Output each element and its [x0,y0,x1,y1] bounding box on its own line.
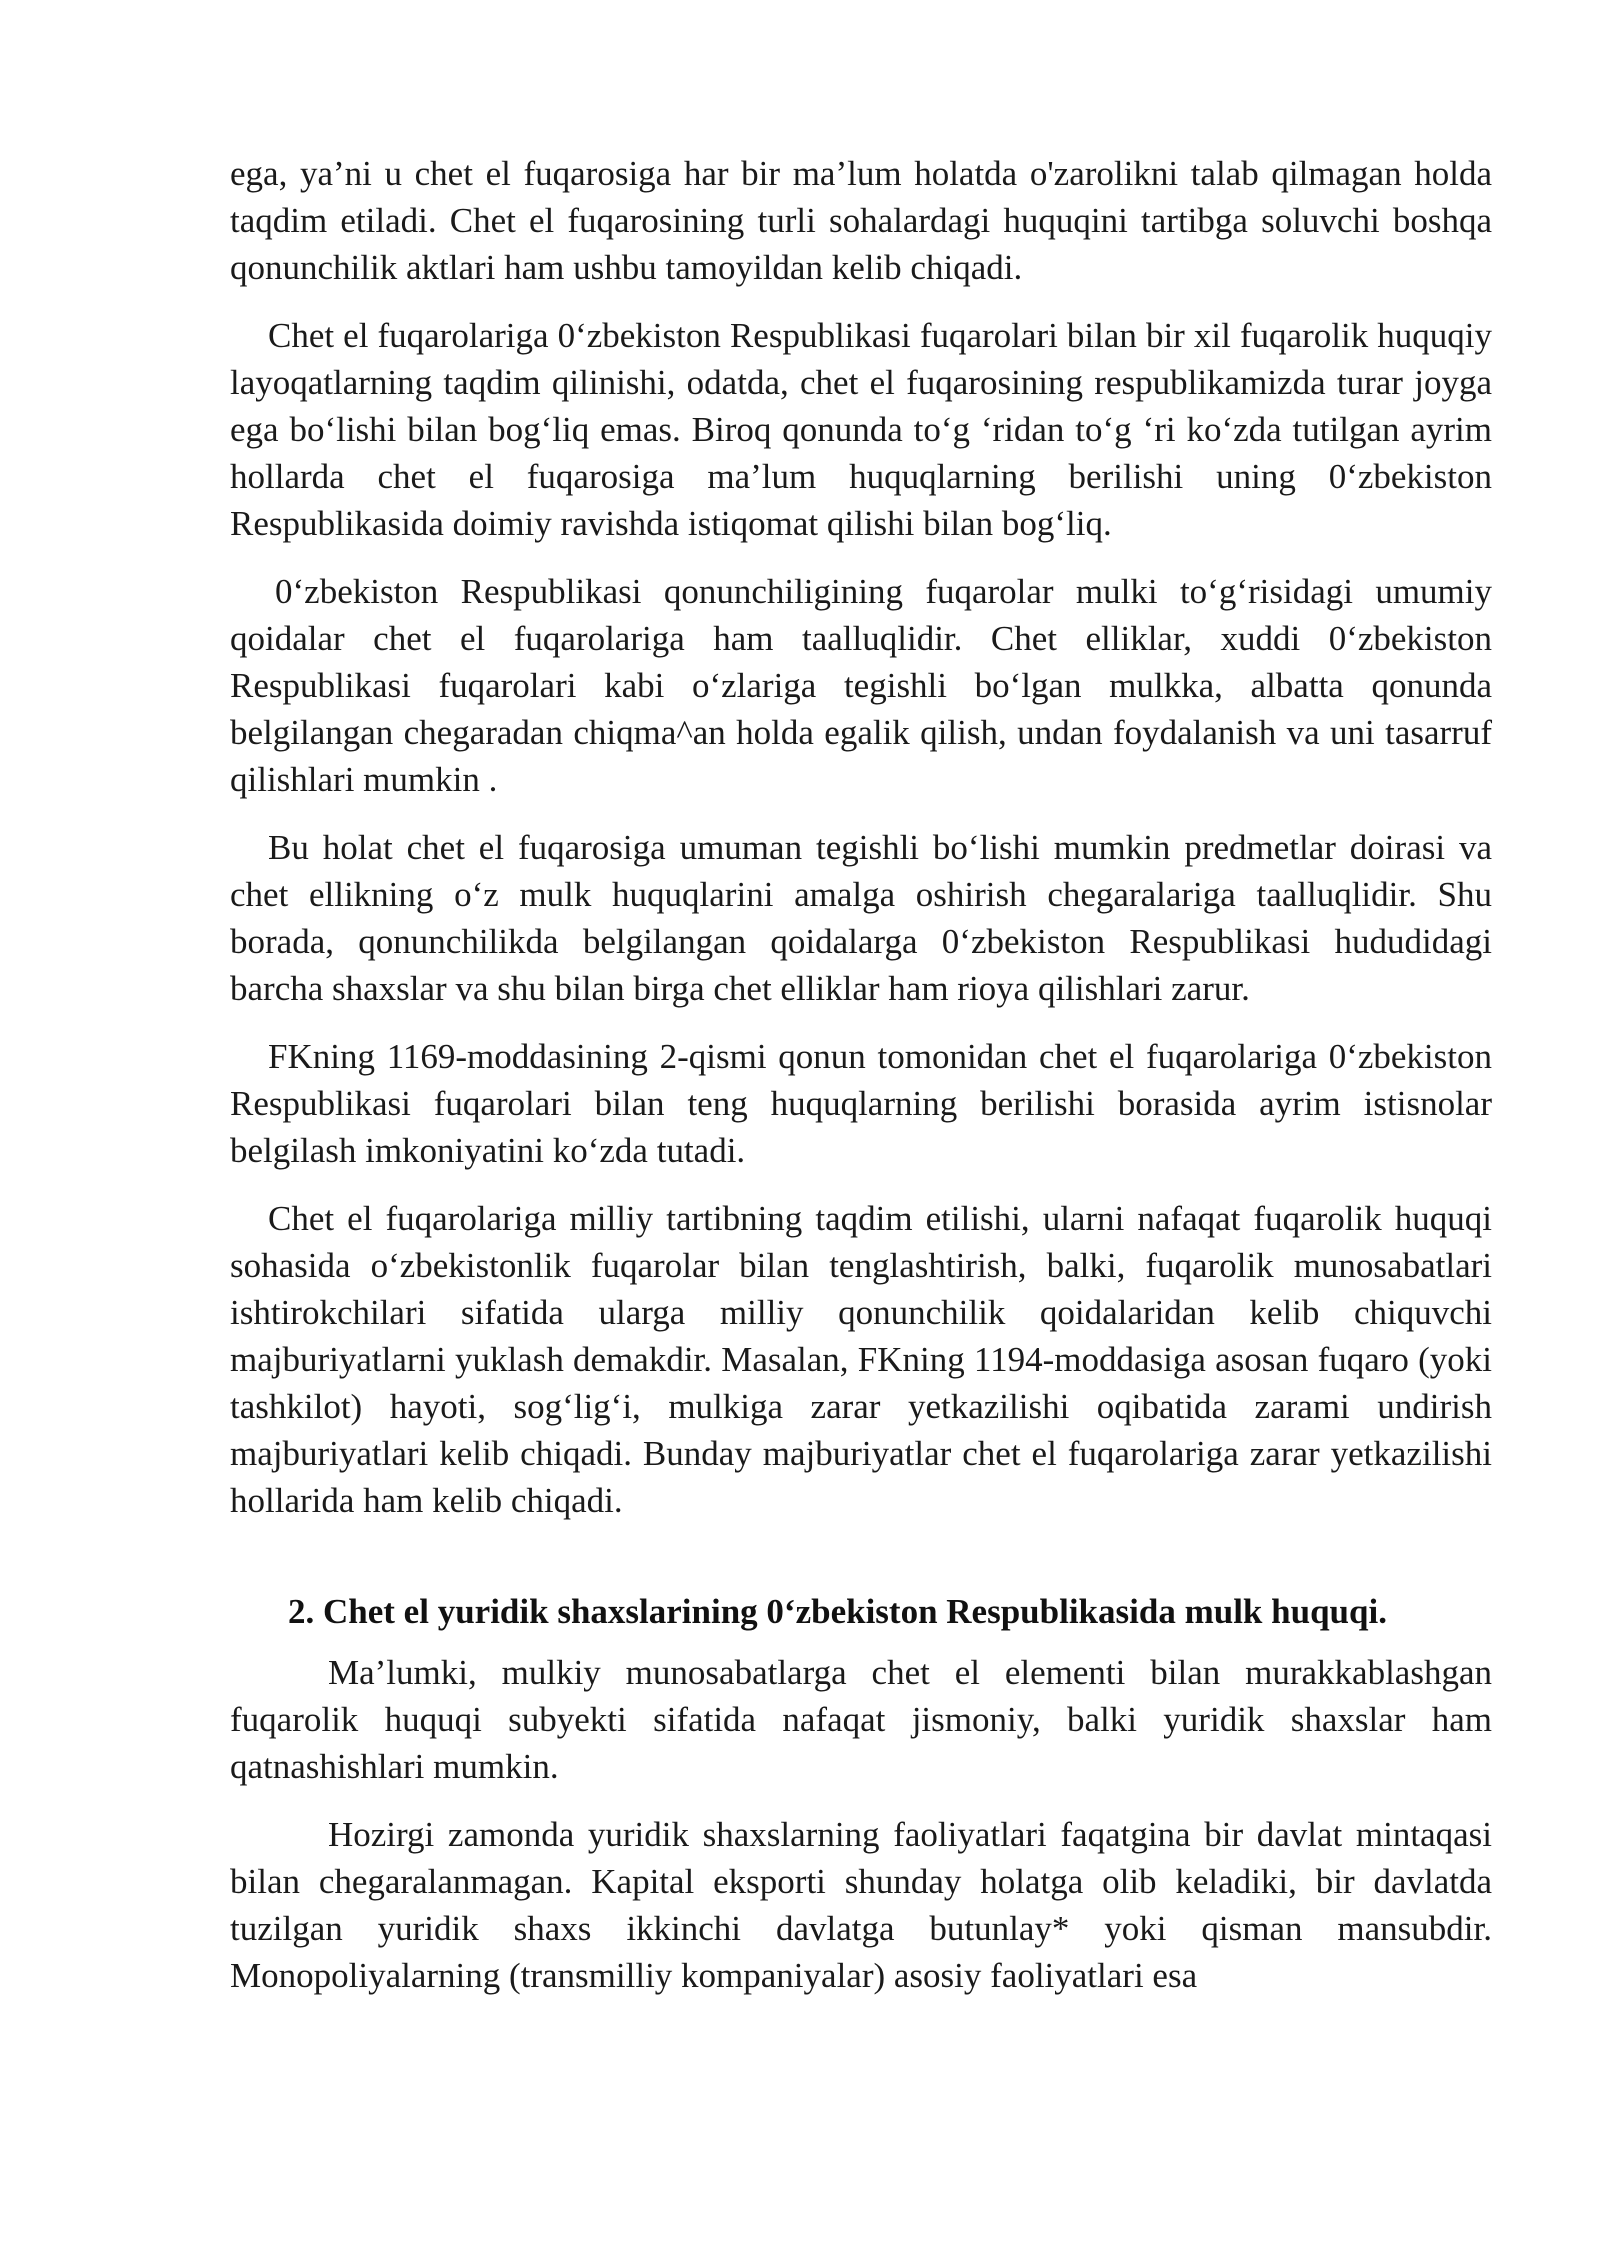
paragraph: Ma’lumki, mulkiy munosabatlarga chet el elementi bilan murakkablashgan fuqarolik huquqi subyekti sifatida nafaqat jismoniy, balki yuridik shaxslar ham qatnashishlari mumkin. [230,1653,1492,1786]
paragraph: Hozirgi zamonda yuridik shaxslarning faoliyatlari faqatgina bir davlat mintaqasi bilan chegaralanmagan. Kapital eksporti shunday holatga olib keladiki, bir davlatda tuzilgan yuridik shaxs ikkinchi davlatga butunlay* yoki qisman mansubdir. Monopoliyalarning (transmilliy kompaniyalar) asosiy faoliyatlari esa [230,1815,1492,1995]
document-page [230,150,1492,2020]
paragraph: Chet el fuqarolariga milliy tartibning taqdim etilishi, ularni nafaqat fuqarolik huquqi sohasida o‘zbekistonlik fuqarolar bilan tenglashtirish, balki, fuqarolik munosabatlari ishtirokchilari sifatida ularga milliy qonunchilik qoidalaridan kelib chiquvchi majburiyatlarni yuklash demakdir. Masalan, FKning 1194-moddasiga asosan fuqaro (yoki tashkilot) hayoti, sog‘lig‘i, mulkiga zarar yetkazilishi oqibatida zarami undirish majburiyatlari kelib chiqadi. Bunday majburiyatlar chet el fuqarolariga zarar yetkazilishi hollarida ham kelib chiqadi. [230,1199,1492,1520]
paragraph: Bu holat chet el fuqarosiga umuman tegishli bo‘lishi mumkin predmetlar doirasi va chet ellikning o‘z mulk huquqlarini amalga oshirish chegaralariga taalluqlidir. Shu borada, qonunchilikda belgilangan qoidalarga 0‘zbekiston Respublikasi hududidagi barcha shaxslar va shu bilan birga chet elliklar ham rioya qilishlari zarur. [230,828,1492,1008]
section-heading: 2. Chet el yuridik shaxslarining 0‘zbekiston Respublikasida mulk huquqi. [288,1592,1387,1631]
paragraph: FKning 1169-moddasining 2-qismi qonun tomonidan chet el fuqarolariga 0‘zbekiston Respublikasi fuqarolari bilan teng huquqlarning berilishi borasida ayrim istisnolar belgilash imkoniyatini ko‘zda tutadi. [230,1037,1492,1170]
paragraph-continued: ega, ya’ni u chet el fuqarosiga har bir ma’lum holatda o'zarolikni talab qilmagan holda taqdim etiladi. Chet el fuqarosining turli sohalardagi huquqini tartibga soluvchi boshqa qonunchilik aktlari ham ushbu tamoyildan kelib chiqadi. [230,154,1492,287]
paragraph: 0‘zbekiston Respublikasi qonunchiligining fuqarolar mulki to‘g‘risidagi umumiy qoidalar chet el fuqarolariga ham taalluqlidir. Chet elliklar, xuddi 0‘zbekiston Respublikasi fuqarolari kabi o‘zlariga tegishli bo‘lgan mulkka, albatta qonunda belgilangan chegaradan chiqma^an holda egalik qilish, undan foydalanish va uni tasarruf qilishlari mumkin . [230,572,1492,799]
paragraph: Chet el fuqarolariga 0‘zbekiston Respublikasi fuqarolari bilan bir xil fuqarolik huquqiy layoqatlarning taqdim qilinishi, odatda, chet el fuqarosining respublikamizda turar joyga ega bo‘lishi bilan bog‘liq emas. Biroq qonunda to‘g ‘ridan to‘g ‘ri ko‘zda tutilgan ayrim hollarda chet el fuqarosiga ma’lum huquqlarning berilishi uning 0‘zbekiston Respublikasida doimiy ravishda istiqomat qilishi bilan bog‘liq. [230,316,1492,543]
